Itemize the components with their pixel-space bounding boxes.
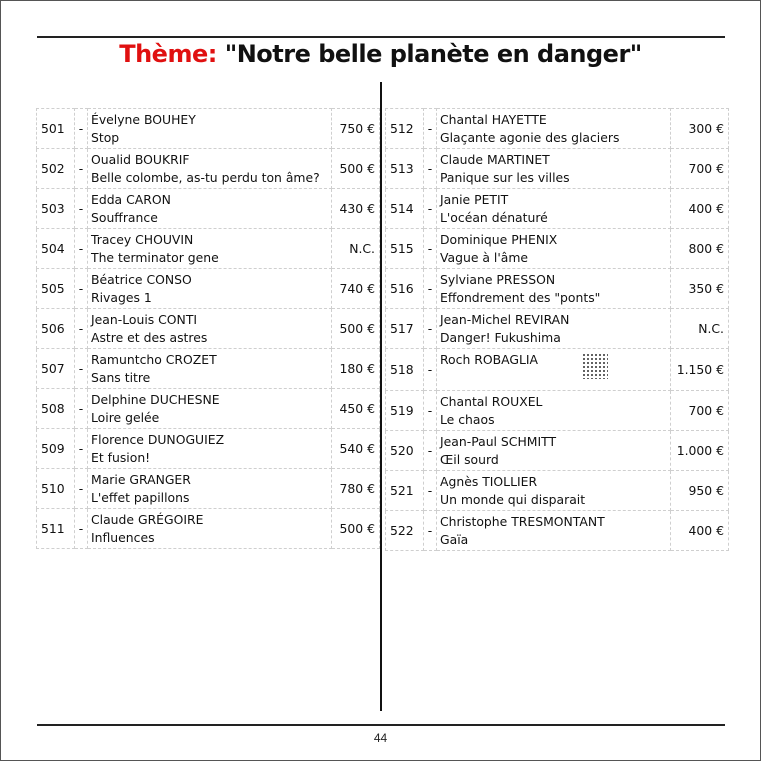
artist-name: Dominique PHENIX [440, 231, 558, 247]
entry-info [437, 431, 671, 471]
entry-number: 516 [386, 269, 424, 309]
entry-separator: - [424, 349, 437, 391]
entry-info [88, 429, 332, 469]
entry-info [88, 309, 332, 349]
artist-name: Edda CARON [91, 191, 171, 207]
entry-info [437, 471, 671, 511]
entry-info [88, 149, 332, 189]
entry-price: 400 € [671, 511, 729, 551]
artwork-title: Le chaos [440, 411, 495, 427]
artist-name: Florence DUNOGUIEZ [91, 431, 225, 447]
entry-info [88, 389, 332, 429]
entry-info [437, 511, 671, 551]
artwork-title: Influences [91, 529, 155, 545]
table-row [37, 389, 380, 429]
artist-name: Delphine DUCHESNE [91, 391, 220, 407]
entry-price: 700 € [671, 149, 729, 189]
artwork-title: Un monde qui disparait [440, 491, 586, 507]
entry-separator: - [424, 391, 437, 431]
table-row [37, 509, 380, 549]
table-row [386, 471, 729, 511]
table-row [37, 429, 380, 469]
entry-separator: - [424, 189, 437, 229]
entry-price: 500 € [332, 309, 380, 349]
entry-separator: - [424, 511, 437, 551]
table-row [37, 349, 380, 389]
artwork-title: Sans titre [91, 369, 151, 385]
table-row [37, 309, 380, 349]
artist-name: Oualid BOUKRIF [91, 151, 190, 167]
table-row [386, 511, 729, 551]
entry-number: 503 [37, 189, 75, 229]
entry-price: 1.000 € [671, 431, 729, 471]
entry-separator: - [75, 349, 88, 389]
entry-price: 540 € [332, 429, 380, 469]
entry-number: 505 [37, 269, 75, 309]
artwork-title: Souffrance [91, 209, 158, 225]
entry-info [437, 391, 671, 431]
theme-label: Thème: [119, 40, 217, 68]
page-title [0, 40, 761, 68]
entry-price: 800 € [671, 229, 729, 269]
artist-name: Béatrice CONSO [91, 271, 192, 287]
entry-separator: - [424, 229, 437, 269]
artwork-title: L'effet papillons [91, 489, 190, 505]
entry-separator: - [424, 431, 437, 471]
entry-number: 513 [386, 149, 424, 189]
entry-number: 502 [37, 149, 75, 189]
entry-number: 520 [386, 431, 424, 471]
table-row [386, 431, 729, 471]
dotted-glyph-image-icon [582, 353, 608, 379]
artwork-title: Effondrement des "ponts" [440, 289, 601, 305]
table-row [386, 149, 729, 189]
entry-number: 515 [386, 229, 424, 269]
artist-name: Marie GRANGER [91, 471, 191, 487]
artist-name: Chantal ROUXEL [440, 393, 543, 409]
entry-info [88, 349, 332, 389]
entry-price: 300 € [671, 109, 729, 149]
artwork-title: Vague à l'âme [440, 249, 529, 265]
entry-info [437, 149, 671, 189]
artwork-title: Astre et des astres [91, 329, 208, 345]
table-row [37, 229, 380, 269]
entry-price: 740 € [332, 269, 380, 309]
table-row [386, 229, 729, 269]
entry-separator: - [75, 229, 88, 269]
artwork-title: Loire gelée [91, 409, 160, 425]
table-row [386, 189, 729, 229]
artist-name: Sylviane PRESSON [440, 271, 556, 287]
table-row [386, 269, 729, 309]
table-row [386, 349, 729, 391]
top-rule [37, 36, 725, 38]
entry-info [437, 269, 671, 309]
artist-name: Jean-Paul SCHMITT [440, 433, 557, 449]
entry-separator: - [75, 389, 88, 429]
artist-name: Évelyne BOUHEY [91, 111, 196, 127]
entry-number: 511 [37, 509, 75, 549]
entry-number: 518 [386, 349, 424, 391]
entry-price: 500 € [332, 509, 380, 549]
entry-separator: - [75, 309, 88, 349]
artwork-title: Belle colombe, as-tu perdu ton âme? [91, 169, 320, 185]
entry-info [437, 189, 671, 229]
entry-info [88, 109, 332, 149]
table-row [386, 391, 729, 431]
artist-name: Ramuntcho CROZET [91, 351, 217, 367]
entry-number: 507 [37, 349, 75, 389]
entry-info [88, 269, 332, 309]
artwork-title: Danger! Fukushima [440, 329, 561, 345]
entry-price: 780 € [332, 469, 380, 509]
artist-name: Jean-Michel REVIRAN [440, 311, 570, 327]
artist-name: Agnès TIOLLIER [440, 473, 538, 489]
entry-info [437, 349, 671, 391]
entry-info [437, 229, 671, 269]
entry-info [88, 469, 332, 509]
artwork-title: Gaïa [440, 531, 469, 547]
artist-name: Jean-Louis CONTI [91, 311, 198, 327]
entry-separator: - [75, 149, 88, 189]
column-divider [380, 82, 382, 711]
entry-price: 1.150 € [671, 349, 729, 391]
entry-price: 350 € [671, 269, 729, 309]
artist-name: Roch ROBAGLIA [440, 352, 538, 367]
artwork-title: Œil sourd [440, 451, 499, 467]
entry-separator: - [424, 309, 437, 349]
table-row [37, 469, 380, 509]
entry-separator: - [424, 471, 437, 511]
entry-separator: - [75, 269, 88, 309]
table-row [386, 309, 729, 349]
artist-name: Janie PETIT [440, 191, 509, 207]
entry-info [88, 189, 332, 229]
entry-price: 450 € [332, 389, 380, 429]
artist-name: Christophe TRESMONTANT [440, 513, 605, 529]
entry-number: 522 [386, 511, 424, 551]
entry-number: 517 [386, 309, 424, 349]
artwork-title: Stop [91, 129, 120, 145]
entry-price: 430 € [332, 189, 380, 229]
artist-name: Claude MARTINET [440, 151, 550, 167]
theme-text: "Notre belle planète en danger" [224, 40, 642, 68]
entry-number: 509 [37, 429, 75, 469]
artwork-title: The terminator gene [91, 249, 219, 265]
table-row [37, 109, 380, 149]
artist-with-image [440, 351, 670, 379]
entry-separator: - [424, 149, 437, 189]
entries-table-left [36, 108, 380, 549]
entry-number: 510 [37, 469, 75, 509]
entry-number: 519 [386, 391, 424, 431]
entry-number: 508 [37, 389, 75, 429]
entry-price: 400 € [671, 189, 729, 229]
entry-info [88, 229, 332, 269]
artist-name: Claude GRÉGOIRE [91, 511, 204, 527]
entry-separator: - [424, 269, 437, 309]
entry-separator: - [75, 109, 88, 149]
bottom-rule [37, 724, 725, 726]
entry-number: 512 [386, 109, 424, 149]
entry-number: 501 [37, 109, 75, 149]
entry-number: 506 [37, 309, 75, 349]
artist-name: Chantal HAYETTE [440, 111, 547, 127]
entry-price: 950 € [671, 471, 729, 511]
entry-info [88, 509, 332, 549]
table-row [37, 189, 380, 229]
entry-number: 504 [37, 229, 75, 269]
entry-separator: - [424, 109, 437, 149]
entry-price: N.C. [671, 309, 729, 349]
artwork-title: Et fusion! [91, 449, 151, 465]
entry-separator: - [75, 429, 88, 469]
entry-separator: - [75, 509, 88, 549]
entry-price: 180 € [332, 349, 380, 389]
artwork-title: Rivages 1 [91, 289, 152, 305]
entry-price: 500 € [332, 149, 380, 189]
entry-separator: - [75, 469, 88, 509]
entries-table-right [385, 108, 729, 551]
entry-separator: - [75, 189, 88, 229]
entry-price: 750 € [332, 109, 380, 149]
page-number: 44 [373, 731, 388, 745]
entry-info [437, 109, 671, 149]
entry-number: 514 [386, 189, 424, 229]
artwork-title: L'océan dénaturé [440, 209, 548, 225]
table-row [37, 149, 380, 189]
entry-info [437, 309, 671, 349]
entry-price: 700 € [671, 391, 729, 431]
table-row [37, 269, 380, 309]
entry-number: 521 [386, 471, 424, 511]
entry-price: N.C. [332, 229, 380, 269]
artwork-title: Glaçante agonie des glaciers [440, 129, 620, 145]
table-row [386, 109, 729, 149]
artwork-title: Panique sur les villes [440, 169, 570, 185]
artist-name: Tracey CHOUVIN [91, 231, 194, 247]
